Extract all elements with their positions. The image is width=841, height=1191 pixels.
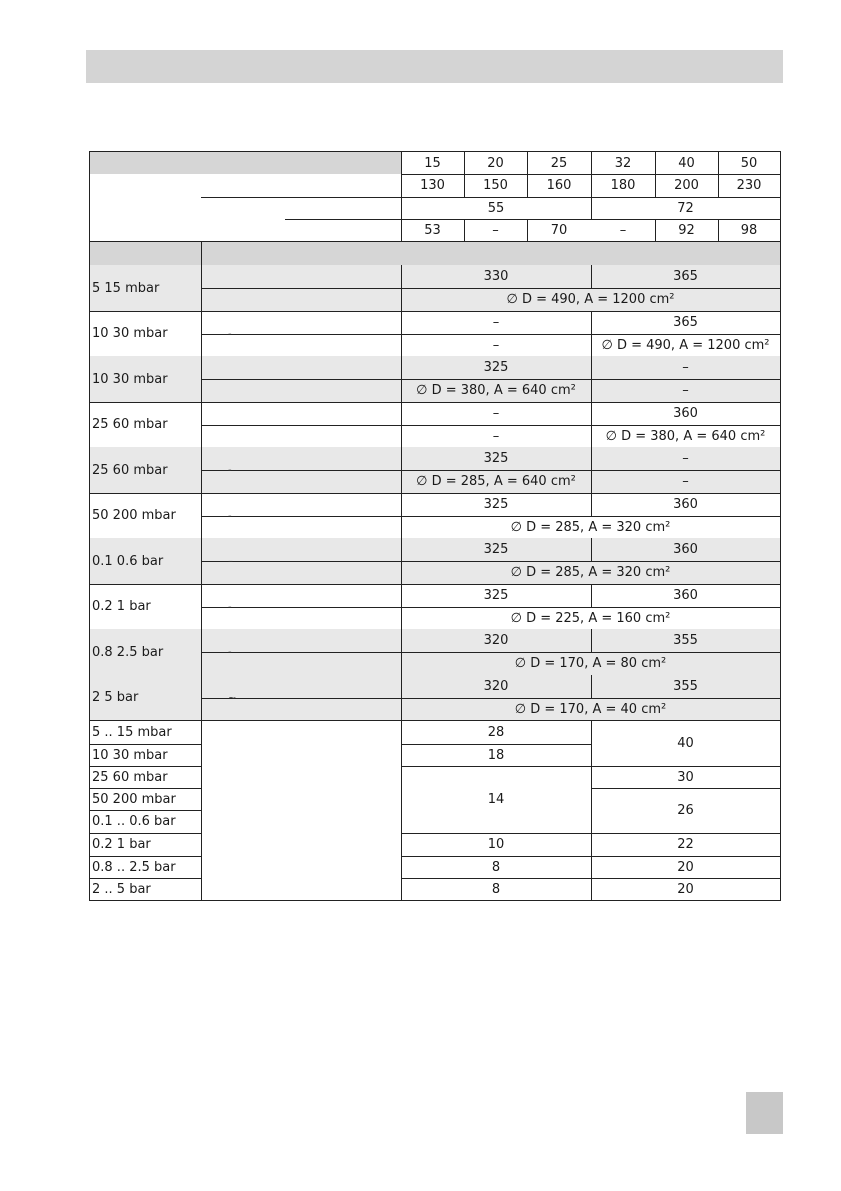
- table-cell: 53: [424, 222, 441, 238]
- table-cell: 72: [677, 200, 694, 216]
- pressure-range-label: 10 30 mbar: [92, 326, 168, 341]
- size-header-cell: 50: [740, 155, 758, 171]
- pressure-range-label: 25 60 mbar: [92, 462, 168, 478]
- dash-mark: -: [228, 602, 232, 613]
- table-cell: –: [492, 222, 499, 238]
- diaphragm-cell: ∅ D = 170, A = 40 cm²: [514, 701, 667, 717]
- pressure-range-label: 0.2 1 bar: [92, 837, 151, 852]
- column-divider: [201, 241, 202, 265]
- table-cell: 10: [487, 837, 505, 852]
- dash-mark: ~: [228, 693, 237, 704]
- table-cell: 55: [487, 200, 505, 216]
- diaphragm-cell: –: [682, 474, 689, 489]
- value-cell: 360: [673, 406, 698, 421]
- pressure-range-label: 10 30 mbar: [92, 747, 168, 763]
- pressure-range-label: 2 .. 5 bar: [92, 882, 151, 897]
- dash-mark: –: [228, 556, 233, 567]
- value-cell: –: [682, 360, 689, 375]
- dash-mark: -: [228, 329, 232, 340]
- pressure-range-label: 10 30 mbar: [92, 371, 168, 387]
- section-header-bar: [86, 50, 783, 83]
- value-cell: 325: [483, 451, 509, 466]
- pressure-range-label: 5 15 mbar: [92, 280, 160, 296]
- diaphragm-cell: –: [492, 337, 500, 353]
- diaphragm-cell: ∅ D = 490, A = 1200 cm²: [506, 292, 675, 307]
- table-cell: 150: [483, 178, 508, 193]
- pressure-range-label: 0.1 .. 0.6 bar: [92, 814, 176, 829]
- value-cell: 325: [483, 360, 509, 375]
- value-cell: 360: [673, 542, 698, 557]
- size-header-cell: 40: [678, 155, 695, 171]
- table-cell: 22: [677, 837, 694, 852]
- diaphragm-cell: ∅ D = 380, A = 640 cm²: [605, 428, 766, 444]
- pressure-range-label: 25 60 mbar: [92, 417, 168, 432]
- table-cell: 200: [674, 178, 699, 193]
- pressure-range-label: 0.2 1 bar: [92, 599, 151, 614]
- value-cell: 330: [483, 269, 509, 284]
- value-cell: 325: [483, 588, 509, 603]
- dash-mark: -: [228, 511, 232, 522]
- pressure-range-label: 50 200 mbar: [92, 508, 176, 523]
- table-cell: 40: [677, 735, 694, 751]
- diaphragm-cell: ∅ D = 490, A = 1200 cm²: [601, 337, 770, 353]
- table-cell: –: [619, 222, 627, 238]
- column-divider: [201, 720, 202, 901]
- pressure-range-label: 0.8 .. 2.5 bar: [92, 859, 176, 875]
- diaphragm-cell: ∅ D = 170, A = 80 cm²: [514, 656, 667, 671]
- value-cell: –: [682, 451, 689, 466]
- pressure-range-label: 2 5 bar: [92, 690, 139, 705]
- table-cell: 8: [491, 859, 501, 875]
- shaded-band: [90, 152, 401, 174]
- diaphragm-cell: ∅ D = 380, A = 640 cm²: [416, 383, 576, 398]
- row-divider: [90, 241, 780, 242]
- table-cell: 180: [610, 178, 636, 193]
- value-cell: 325: [483, 497, 509, 512]
- diaphragm-cell: ∅ D = 285, A = 320 cm²: [510, 519, 671, 535]
- table-cell: 30: [677, 769, 694, 785]
- diaphragm-cell: –: [682, 383, 689, 398]
- pressure-range-label: 0.1 0.6 bar: [92, 553, 164, 569]
- page-number-box: [746, 1092, 783, 1134]
- value-cell: 360: [673, 588, 698, 603]
- table-cell: 14: [487, 792, 505, 807]
- value-cell: 320: [483, 633, 509, 648]
- table-cell: 28: [487, 724, 505, 740]
- diaphragm-cell: ∅ D = 225, A = 160 cm²: [510, 610, 671, 626]
- pressure-range-label: 25 60 mbar: [92, 769, 168, 785]
- table-cell: 160: [546, 178, 572, 193]
- table-cell: 230: [736, 178, 762, 193]
- value-cell: 320: [483, 679, 509, 694]
- diaphragm-cell: –: [492, 428, 500, 444]
- diaphragm-cell: ∅ D = 285, A = 640 cm²: [416, 474, 576, 489]
- table-cell: 26: [677, 803, 694, 818]
- pressure-range-label: 50 200 mbar: [92, 791, 176, 807]
- dash-mark: -: [228, 465, 232, 476]
- value-cell: 360: [673, 497, 698, 512]
- size-header-cell: 15: [424, 155, 441, 171]
- diaphragm-cell: ∅ D = 285, A = 320 cm²: [510, 565, 671, 580]
- table-cell: 8: [491, 882, 501, 897]
- table-cell: 98: [740, 222, 758, 238]
- table-cell: 130: [420, 178, 445, 193]
- specifications-table: [89, 151, 781, 901]
- value-cell: 325: [483, 542, 509, 557]
- size-header-cell: 25: [550, 155, 568, 171]
- table-cell: 92: [678, 222, 695, 238]
- size-header-cell: 20: [487, 155, 504, 171]
- shaded-band: [90, 241, 780, 265]
- dash-mark: -: [228, 647, 232, 658]
- table-cell: 20: [677, 859, 694, 875]
- value-cell: –: [492, 406, 500, 421]
- pressure-range-label: 5 .. 15 mbar: [92, 724, 172, 740]
- pressure-range-label: 0.8 2.5 bar: [92, 644, 164, 660]
- value-cell: –: [492, 315, 500, 330]
- table-cell: 18: [487, 747, 505, 763]
- value-cell: 365: [673, 269, 698, 284]
- value-cell: 365: [673, 315, 698, 330]
- value-cell: 355: [673, 633, 698, 648]
- table-cell: 70: [550, 222, 568, 238]
- value-cell: 355: [673, 679, 698, 694]
- table-cell: 20: [677, 882, 694, 897]
- size-header-cell: 32: [614, 155, 632, 171]
